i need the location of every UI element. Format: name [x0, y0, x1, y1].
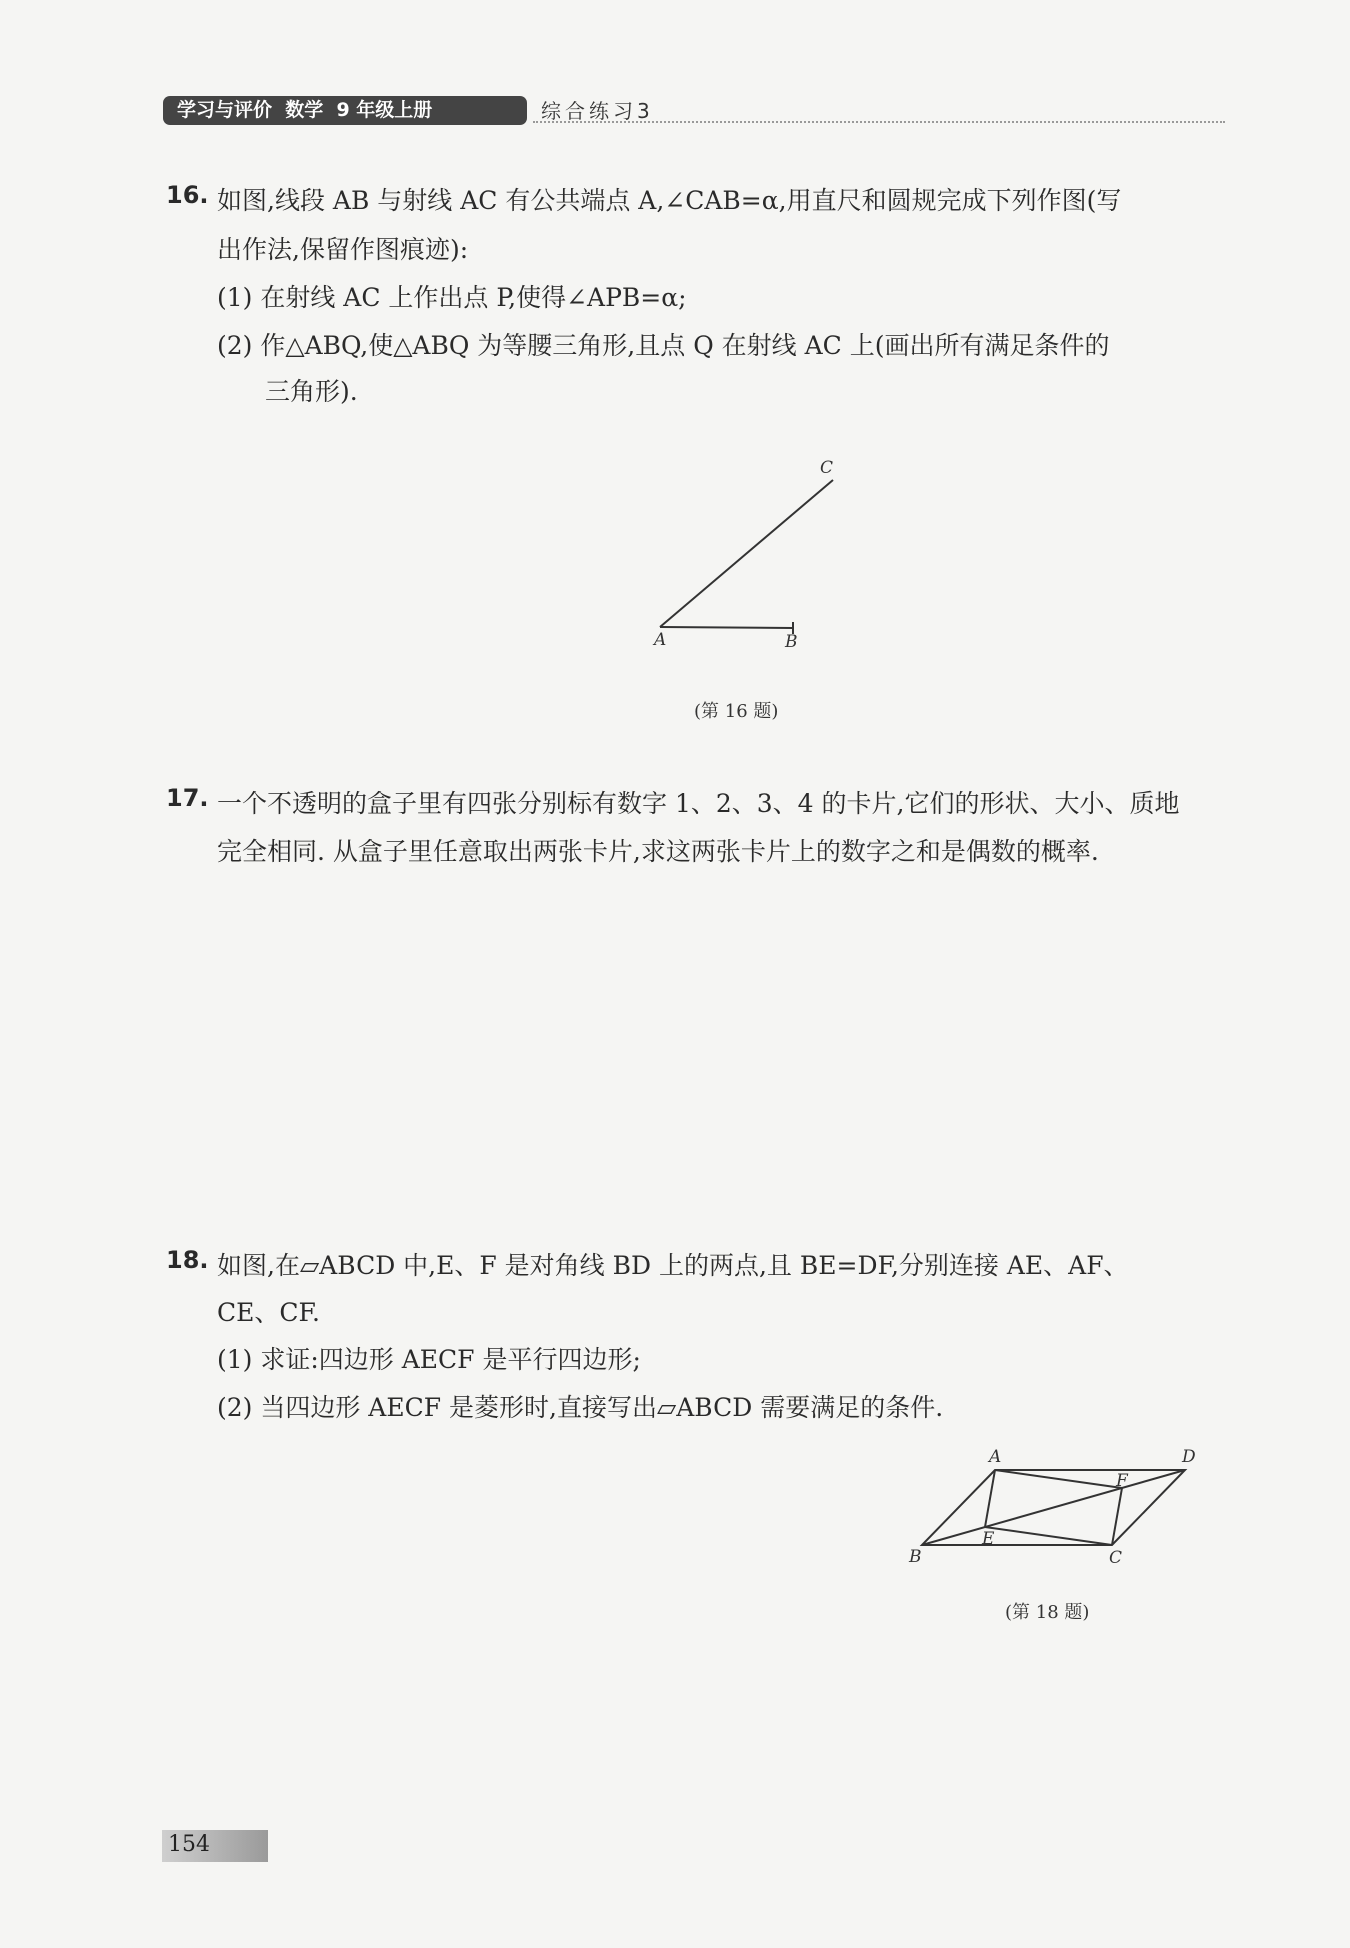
- book-title-badge: 学习与评价 数学 9 年级上册: [163, 96, 527, 125]
- label-c: C: [820, 458, 834, 478]
- figure-18-caption: (第 18 题): [1005, 1602, 1090, 1623]
- question-text-line: 完全相同. 从盒子里任意取出两张卡片,求这两张卡片上的数字之和是偶数的概率.: [217, 837, 1099, 866]
- figure-18: [905, 1440, 1205, 1580]
- figure-16-caption: (第 16 题): [694, 701, 779, 722]
- label-b: B: [785, 632, 798, 652]
- segment-af: [995, 1470, 1122, 1488]
- question-number: 18.: [166, 1246, 209, 1274]
- label-c: C: [1109, 1548, 1123, 1568]
- question-number: 17.: [166, 784, 209, 812]
- question-text-line: 一个不透明的盒子里有四张分别标有数字 1、2、3、4 的卡片,它们的形状、大小、质地: [217, 789, 1180, 818]
- label-b: B: [909, 1547, 922, 1567]
- segment-ce: [985, 1527, 1112, 1545]
- question-text-line: 如图,线段 AB 与射线 AC 有公共端点 A,∠CAB=α,用直尺和圆规完成下列作图(写: [217, 186, 1122, 215]
- sub-question-2: (2) 作△ABQ,使△ABQ 为等腰三角形,且点 Q 在射线 AC 上(画出所有满足条件的: [217, 331, 1110, 360]
- page-number-tab: [162, 1830, 268, 1862]
- label-e: E: [982, 1529, 995, 1549]
- label-d: D: [1182, 1447, 1196, 1467]
- question-text-line: 出作法,保留作图痕迹):: [217, 235, 469, 264]
- label-f: F: [1116, 1471, 1128, 1491]
- diagonal-bd: [922, 1470, 1185, 1545]
- figure-16: [630, 455, 860, 655]
- question-text-line: CE、CF.: [217, 1298, 320, 1327]
- question-number: 16.: [166, 181, 209, 209]
- label-a: A: [654, 630, 667, 650]
- section-title: 综合练习3: [541, 99, 654, 123]
- question-text-line: 如图,在▱ABCD 中,E、F 是对角线 BD 上的两点,且 BE=DF,分别连接 AE、AF、: [217, 1251, 1129, 1280]
- label-a: A: [989, 1447, 1002, 1467]
- sub-question-1: (1) 在射线 AC 上作出点 P,使得∠APB=α;: [217, 283, 687, 312]
- page-header: [163, 93, 1225, 127]
- sub-question-2: (2) 当四边形 AECF 是菱形时,直接写出▱ABCD 需要满足的条件.: [217, 1393, 944, 1422]
- sub-question-2-cont: 三角形).: [265, 377, 358, 406]
- page-number: 154: [168, 1832, 210, 1857]
- segment-ab: [660, 627, 793, 628]
- ray-ac: [660, 480, 833, 627]
- sub-question-1: (1) 求证:四边形 AECF 是平行四边形;: [217, 1345, 641, 1374]
